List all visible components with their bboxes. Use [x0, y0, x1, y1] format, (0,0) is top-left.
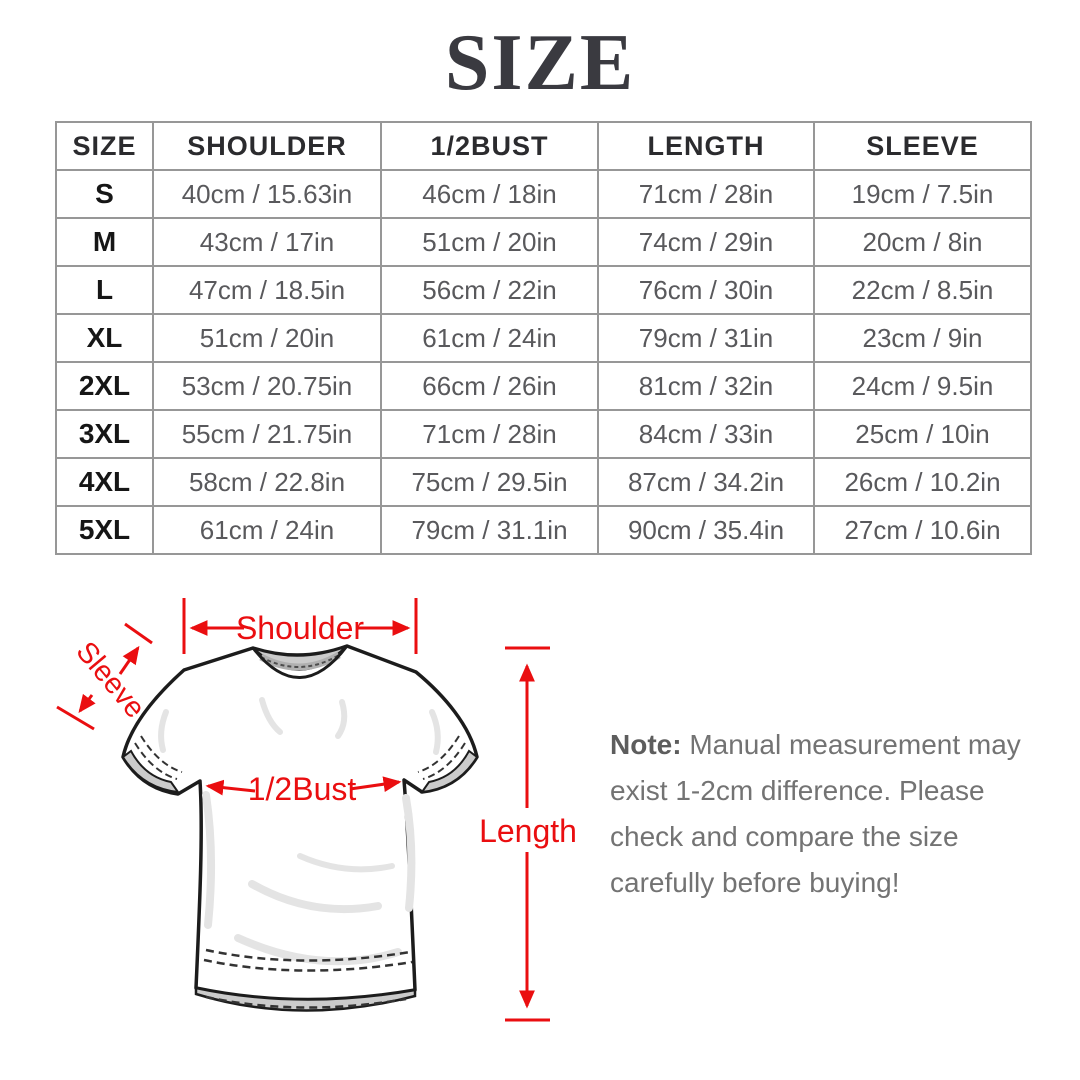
- tshirt-illustration: [123, 646, 477, 1011]
- cell-size: M: [56, 218, 153, 266]
- cell-halfbust: 75cm / 29.5in: [381, 458, 598, 506]
- cell-shoulder: 47cm / 18.5in: [153, 266, 381, 314]
- note-body: Manual measurement may exist 1-2cm difference. Please check and compare the size carefully before buying!: [610, 729, 1021, 898]
- cell-shoulder: 43cm / 17in: [153, 218, 381, 266]
- cell-sleeve: 26cm / 10.2in: [814, 458, 1031, 506]
- cell-size: 4XL: [56, 458, 153, 506]
- header-length: LENGTH: [598, 122, 814, 170]
- page-title: SIZE: [444, 19, 636, 107]
- header-size: SIZE: [56, 122, 153, 170]
- cell-sleeve: 27cm / 10.6in: [814, 506, 1031, 554]
- cell-length: 84cm / 33in: [598, 410, 814, 458]
- cell-size: 2XL: [56, 362, 153, 410]
- cell-length: 81cm / 32in: [598, 362, 814, 410]
- cell-size: S: [56, 170, 153, 218]
- cell-size: 5XL: [56, 506, 153, 554]
- sleeve-tick-lower: [57, 707, 94, 729]
- cell-length: 71cm / 28in: [598, 170, 814, 218]
- cell-size: L: [56, 266, 153, 314]
- header-shoulder: SHOULDER: [153, 122, 381, 170]
- cell-length: 76cm / 30in: [598, 266, 814, 314]
- cell-shoulder: 55cm / 21.75in: [153, 410, 381, 458]
- cell-size: XL: [56, 314, 153, 362]
- cell-sleeve: 22cm / 8.5in: [814, 266, 1031, 314]
- shoulder-dimension-label: Shoulder: [235, 610, 365, 646]
- cell-shoulder: 40cm / 15.63in: [153, 170, 381, 218]
- cell-length: 90cm / 35.4in: [598, 506, 814, 554]
- shoulder-dimension: [184, 598, 416, 654]
- cell-length: 74cm / 29in: [598, 218, 814, 266]
- note-text: [610, 722, 1034, 906]
- cell-halfbust: 46cm / 18in: [381, 170, 598, 218]
- length-dimension: [479, 648, 577, 1020]
- note-prefix: Note:: [610, 729, 682, 760]
- tshirt-body: [123, 646, 477, 1000]
- cell-halfbust: 56cm / 22in: [381, 266, 598, 314]
- cell-halfbust: 61cm / 24in: [381, 314, 598, 362]
- cell-sleeve: 23cm / 9in: [814, 314, 1031, 362]
- cell-sleeve: 25cm / 10in: [814, 410, 1031, 458]
- sleeve-dimension: [57, 624, 152, 729]
- cell-halfbust: 51cm / 20in: [381, 218, 598, 266]
- sleeve-tick-upper: [125, 624, 152, 643]
- cell-sleeve: 20cm / 8in: [814, 218, 1031, 266]
- cell-length: 79cm / 31in: [598, 314, 814, 362]
- cell-halfbust: 79cm / 31.1in: [381, 506, 598, 554]
- cell-halfbust: 71cm / 28in: [381, 410, 598, 458]
- cell-sleeve: 19cm / 7.5in: [814, 170, 1031, 218]
- header-halfbust: 1/2BUST: [381, 122, 598, 170]
- sleeve-dimension-label: Sleeve: [69, 635, 152, 725]
- cell-shoulder: 58cm / 22.8in: [153, 458, 381, 506]
- cell-shoulder: 51cm / 20in: [153, 314, 381, 362]
- cell-halfbust: 66cm / 26in: [381, 362, 598, 410]
- cell-shoulder: 53cm / 20.75in: [153, 362, 381, 410]
- header-sleeve: SLEEVE: [814, 122, 1031, 170]
- cell-length: 87cm / 34.2in: [598, 458, 814, 506]
- length-dimension-label: Length: [479, 813, 577, 849]
- cell-size: 3XL: [56, 410, 153, 458]
- cell-sleeve: 24cm / 9.5in: [814, 362, 1031, 410]
- half-bust-dimension-label: 1/2Bust: [247, 771, 357, 807]
- cell-shoulder: 61cm / 24in: [153, 506, 381, 554]
- sleeve-arrow-lower: [80, 695, 92, 711]
